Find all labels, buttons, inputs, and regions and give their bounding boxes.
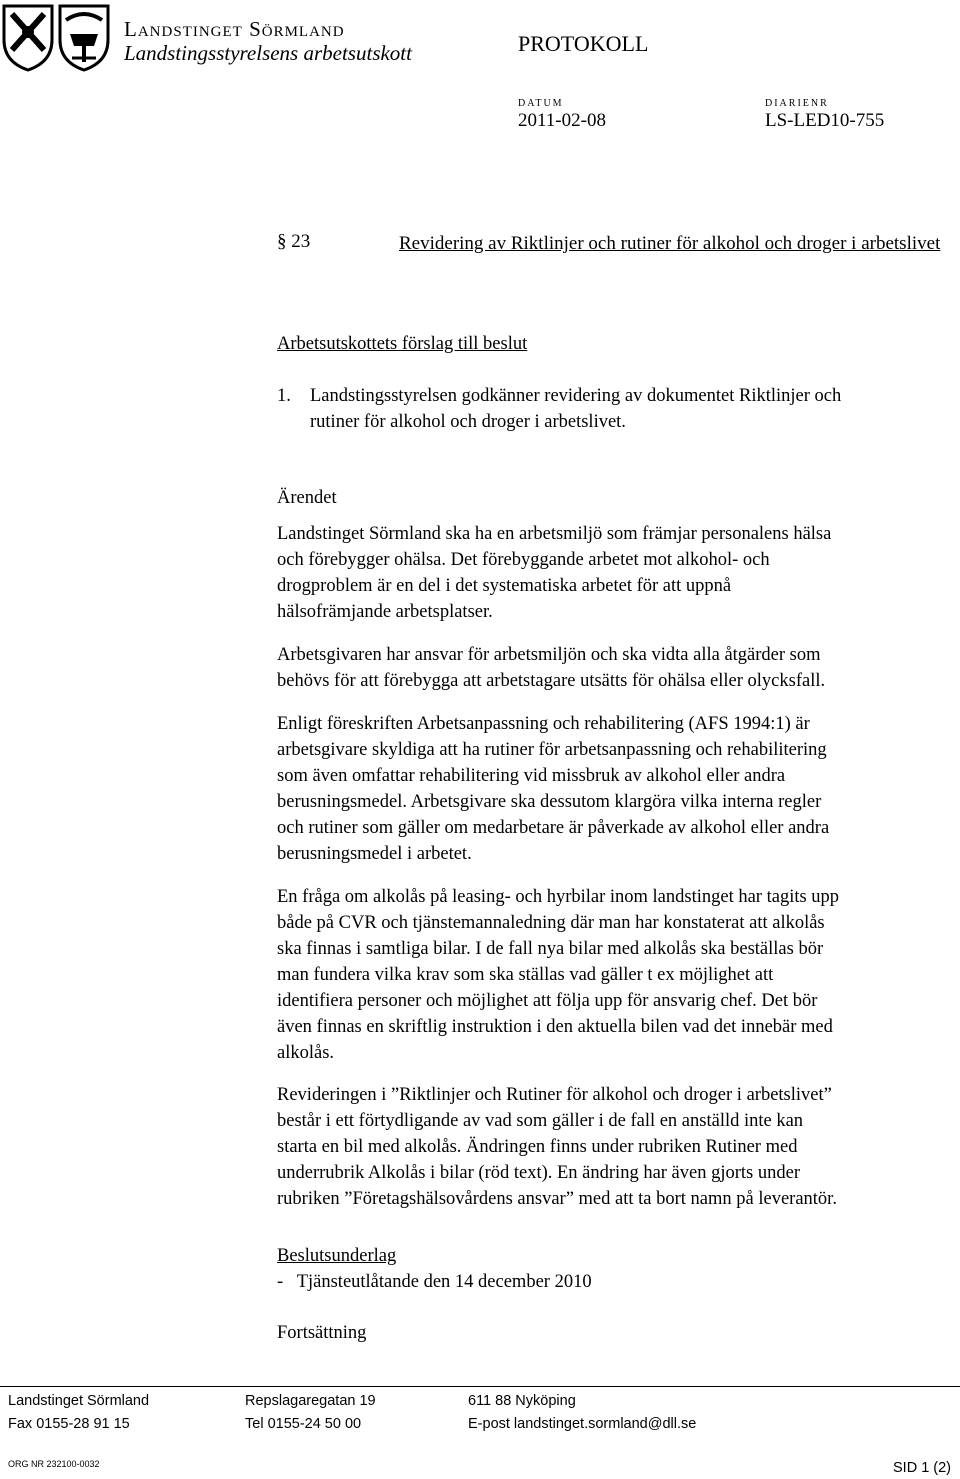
- paragraph-line: som även omfattar rehabilitering vid missbruk av alkohol eller andra: [277, 766, 786, 786]
- section-title: Revidering av Riktlinjer och rutiner för alkohol och droger i arbetslivet: [399, 233, 941, 254]
- footer-fax: Fax 0155-28 91 15: [8, 1416, 130, 1432]
- paragraph-line: Revideringen i ”Riktlinjer och Rutiner för alkohol och droger i arbetslivet”: [277, 1085, 832, 1105]
- paragraph-line: hälsofrämjande arbetsplatser.: [277, 602, 493, 622]
- document-type: PROTOKOLL: [518, 31, 649, 56]
- paragraph-line: identifiera personer och möjlighet att följa upp för ansvarig chef. Det bör: [277, 991, 818, 1011]
- footer-street-address: Repslagaregatan 19: [245, 1393, 376, 1409]
- paragraph-line: Enligt föreskriften Arbetsanpassning och rehabilitering (AFS 1994:1) är: [277, 714, 810, 734]
- paragraph-line: En fråga om alkolås på leasing- och hyrbilar inom landstinget har tagits upp: [277, 887, 840, 907]
- page-number: SID 1 (2): [893, 1460, 952, 1476]
- section-mark: § 23: [277, 231, 311, 252]
- paragraph-line: behövs för att förebygga att arbetstagare utsätts för ohälsa eller olycksfall.: [277, 671, 826, 691]
- paragraph-line: alkolås.: [277, 1043, 335, 1063]
- paragraph-line: ska finnas i samtliga bilar. I de fall nya bilar med alkolås ska beställas bör: [277, 939, 824, 959]
- paragraph-line: rubriken ”Företagshälsovårdens ansvar” med att ta bort namn på leverantör.: [277, 1189, 837, 1209]
- footer-postal-address: 611 88 Nyköping: [468, 1393, 576, 1409]
- paragraph-line: underrubrik Alkolås i bilar (röd text). En ändring har även gjorts under: [277, 1163, 800, 1183]
- registration-number-label: DIARIENR: [765, 98, 829, 109]
- proposal-item-line: Landstingsstyrelsen godkänner revidering av dokumentet Riktlinjer och: [310, 386, 842, 406]
- paragraph-line: Arbetsgivaren har ansvar för arbetsmiljön och ska vidta alla åtgärder som: [277, 645, 821, 665]
- footer-email: E-post landstinget.sormland@dll.se: [468, 1416, 697, 1432]
- county-coat-of-arms-icon: [0, 0, 112, 72]
- paragraph-line: både på CVR och tjänstemannaledning där man har konstaterat att alkolås: [277, 913, 825, 933]
- paragraph-line: består i ett förtydligande av vad som gäller i de fall en anställd inte kan: [277, 1111, 804, 1131]
- case-heading: Ärendet: [277, 488, 337, 508]
- footer-phone: Tel 0155-24 50 00: [245, 1416, 362, 1432]
- paragraph-line: starta en bil med alkolås. Ändringen finns under rubriken Rutiner med: [277, 1137, 798, 1157]
- proposal-heading: Arbetsutskottets förslag till beslut: [277, 334, 528, 354]
- footer-divider: [0, 1386, 960, 1387]
- proposal-item-line: rutiner för alkohol och droger i arbetslivet.: [310, 412, 626, 432]
- footer-org-name: Landstinget Sörmland: [8, 1393, 150, 1409]
- paragraph-line: även finnas en skriftlig instruktion i den aktuella bilen vad det innebär med: [277, 1017, 833, 1037]
- org-name: Landstinget Sörmland: [124, 17, 345, 41]
- date-value: 2011-02-08: [518, 110, 606, 131]
- paragraph-line: berusningsmedel. Arbetsgivare ska dessutom klargöra vilka interna regler: [277, 792, 822, 812]
- date-label: DATUM: [518, 98, 564, 109]
- paragraph-line: Landstinget Sörmland ska ha en arbetsmiljö som främjar personalens hälsa: [277, 524, 832, 544]
- registration-number-value: LS-LED10-755: [765, 110, 885, 131]
- paragraph-line: drogproblem är en del i det systematiska arbetet för att uppnå: [277, 576, 732, 596]
- basis-heading: Beslutsunderlag: [277, 1246, 397, 1266]
- paragraph-line: man fundera vilka krav som ska ställas vad gäller t ex möjlighet att: [277, 965, 774, 985]
- paragraph-line: arbetsgivare skyldiga att ha rutiner för arbetsanpassning och rehabilitering: [277, 740, 827, 760]
- section-number: 23: [291, 231, 311, 252]
- paragraph-line: berusningsmedel i arbetet.: [277, 844, 472, 864]
- org-number: ORG NR 232100-0032: [8, 1459, 100, 1469]
- basis-item: - Tjänsteutlåtande den 14 december 2010: [277, 1272, 592, 1292]
- proposal-item-number: 1.: [277, 386, 291, 406]
- paragraph-line: och förebygger ohälsa. Det förebyggande arbetet mot alkohol- och: [277, 550, 770, 570]
- paragraph-line: och rutiner som gäller om medarbetare är påverkade av alkohol eller andra: [277, 818, 830, 838]
- org-unit: Landstingsstyrelsens arbetsutskott: [124, 41, 412, 65]
- continuation-label: Fortsättning: [277, 1323, 367, 1343]
